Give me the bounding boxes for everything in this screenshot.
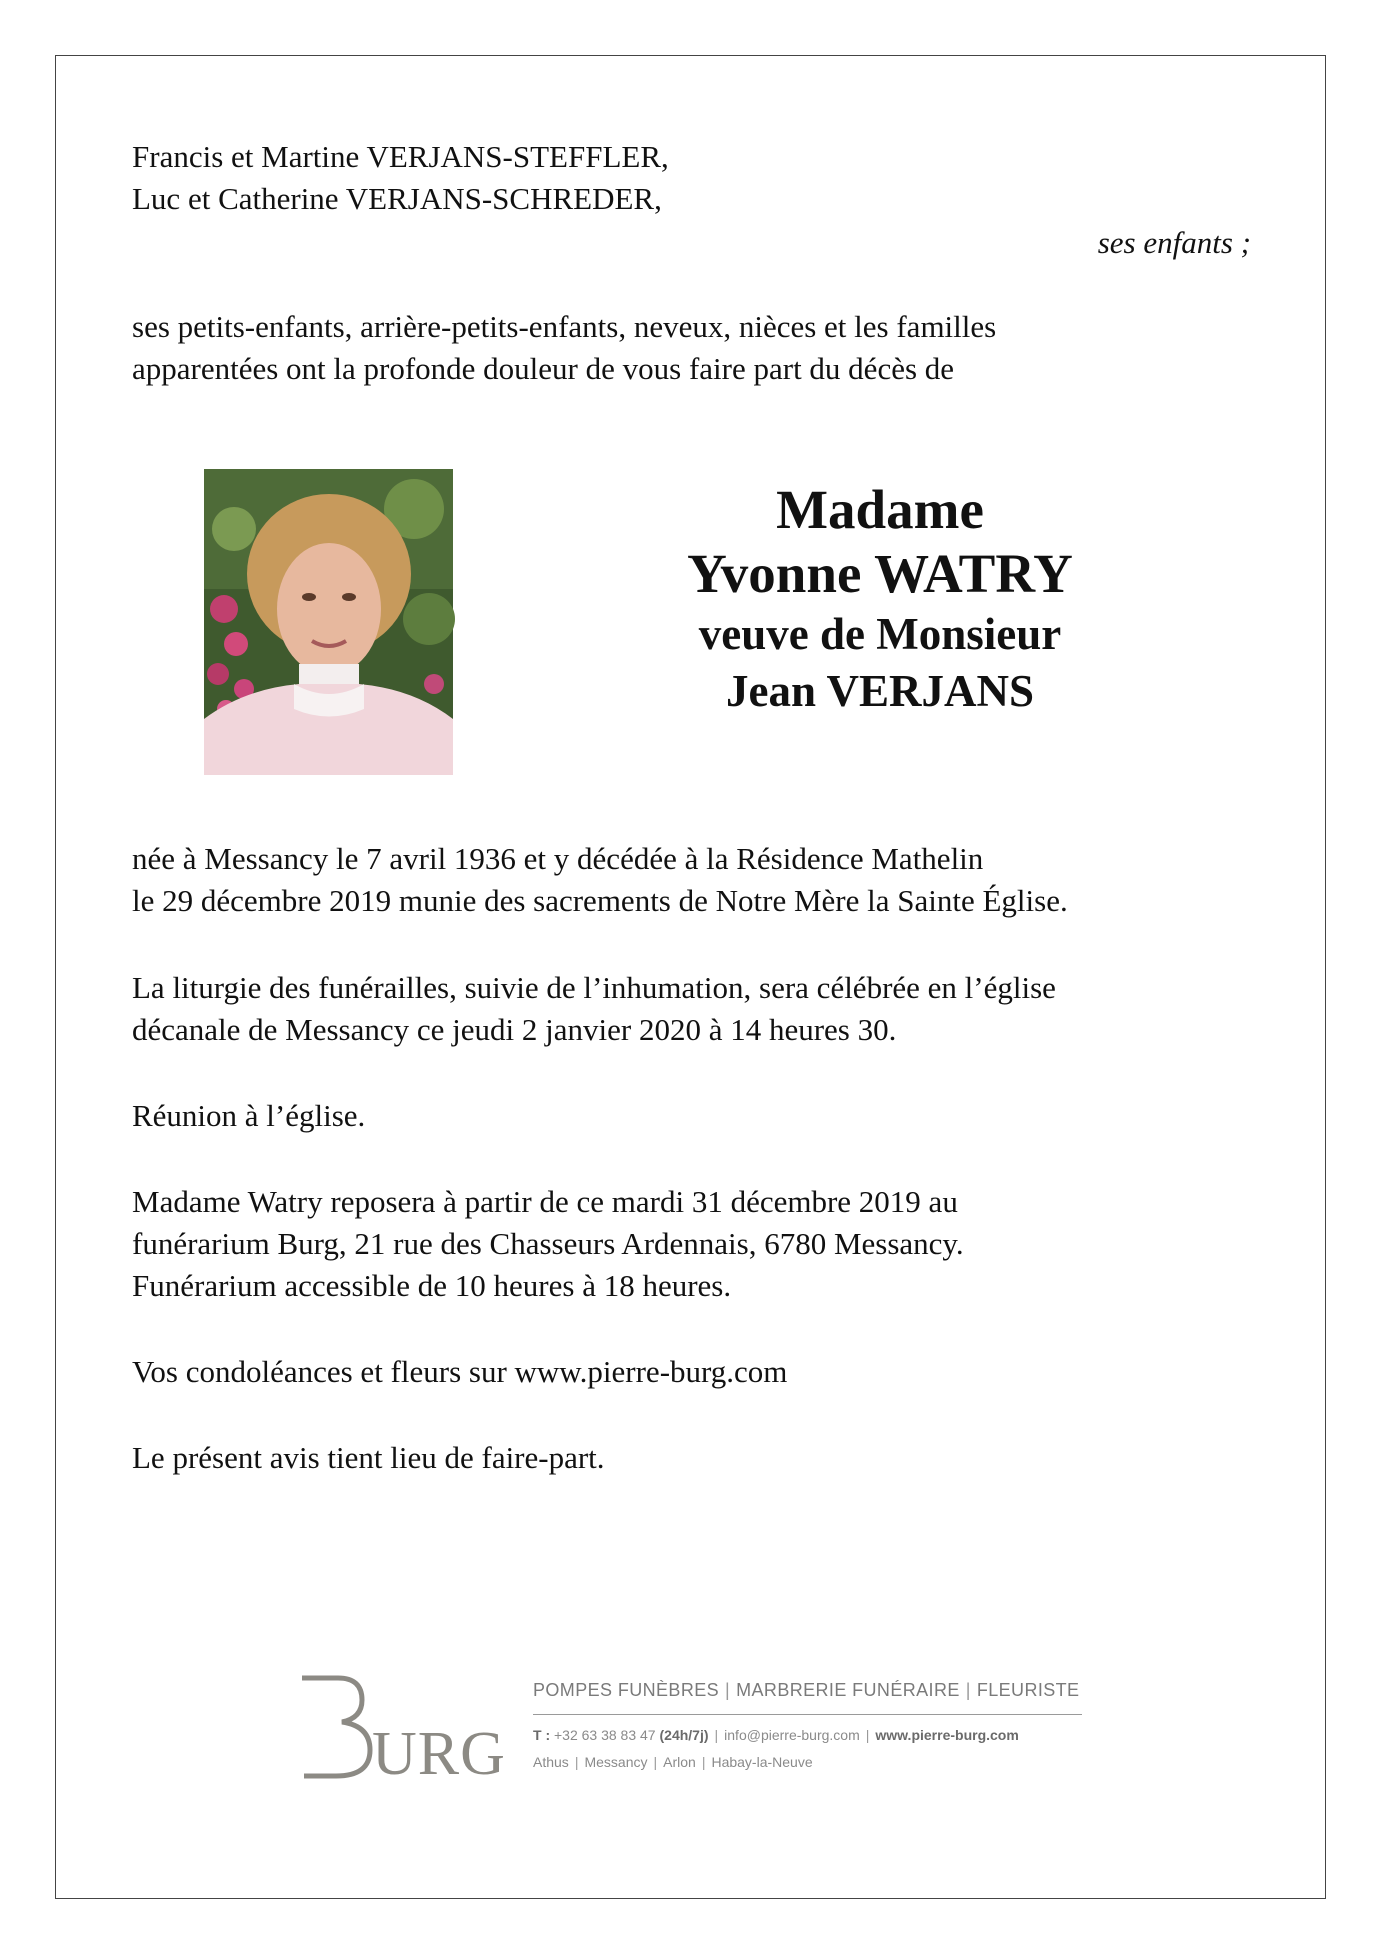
phone-label: T : (533, 1727, 551, 1743)
reunion-paragraph: Réunion à l’église. (132, 1098, 366, 1133)
funeral-line-2: décanale de Messancy ce jeudi 2 janvier 2020 à 14 heures 30. (132, 1012, 897, 1047)
portrait-photo (204, 469, 453, 775)
family-announcement (132, 306, 996, 390)
deceased-title: Madame (776, 479, 984, 540)
rest-paragraph (132, 1181, 964, 1307)
footer-divider (533, 1714, 1082, 1715)
service-funeral: POMPES FUNÈBRES (533, 1680, 720, 1700)
condolences-paragraph: Vos condoléances et fleurs sur www.pierre-burg.com (132, 1354, 788, 1389)
family-line-1: ses petits-enfants, arrière-petits-enfants, neveux, nièces et les familles (132, 309, 997, 344)
phone-number: +32 63 38 83 47 (554, 1727, 656, 1743)
footer-services: POMPES FUNÈBRES | MARBRERIE FUNÉRAIRE | FLEURISTE (533, 1680, 1080, 1700)
burg-logo (298, 1670, 506, 1788)
funeral-line-1: La liturgie des funérailles, suivie de l’inhumation, sera célébrée en l’église (132, 970, 1056, 1005)
rest-line-2: funérarium Burg, 21 rue des Chasseurs Ardennais, 6780 Messancy. (132, 1226, 964, 1261)
deceased-name-block (560, 478, 1200, 720)
email-link[interactable]: info@pierre-burg.com (724, 1727, 860, 1743)
svg-text:URG: URG (372, 1720, 506, 1788)
birth-line-1: née à Messancy le 7 avril 1936 et y décédée à la Résidence Mathelin (132, 841, 984, 876)
widow-of-label: veuve de Monsieur (698, 609, 1062, 659)
birth-death-paragraph (132, 838, 1068, 922)
deceased-name: Yvonne WATRY (687, 543, 1073, 604)
town-messancy: Messancy (584, 1754, 648, 1770)
rest-line-3: Funérarium accessible de 10 heures à 18 heures. (132, 1268, 732, 1303)
funeral-paragraph (132, 967, 1056, 1051)
service-marble: MARBRERIE FUNÉRAIRE (736, 1680, 960, 1700)
notice-paragraph: Le présent avis tient lieu de faire-part. (132, 1440, 605, 1475)
footer-towns: Athus | Messancy | Arlon | Habay-la-Neuve (533, 1754, 813, 1770)
children-role: ses enfants ; (1097, 225, 1251, 260)
service-florist: FLEURISTE (976, 1680, 1080, 1700)
spouse-name: Jean VERJANS (726, 666, 1034, 716)
footer-contact: T : +32 63 38 83 47 (24h/7j) | info@pierre-burg.com | www.pierre-burg.com (533, 1727, 1019, 1743)
rest-line-1: Madame Watry reposera à partir de ce mardi 31 décembre 2019 au (132, 1184, 958, 1219)
birth-line-2: le 29 décembre 2019 munie des sacrements de Notre Mère la Sainte Église. (132, 883, 1068, 918)
website-link[interactable]: www.pierre-burg.com (875, 1727, 1019, 1743)
family-line-2: apparentées ont la profonde douleur de vous faire part du décès de (132, 351, 955, 386)
phone-hours: (24h/7j) (659, 1727, 709, 1743)
children-line-2: Luc et Catherine VERJANS-SCHREDER, (132, 181, 662, 216)
children-line-1: Francis et Martine VERJANS-STEFFLER, (132, 139, 669, 174)
town-habay: Habay-la-Neuve (711, 1754, 813, 1770)
town-athus: Athus (533, 1754, 569, 1770)
town-arlon: Arlon (663, 1754, 696, 1770)
